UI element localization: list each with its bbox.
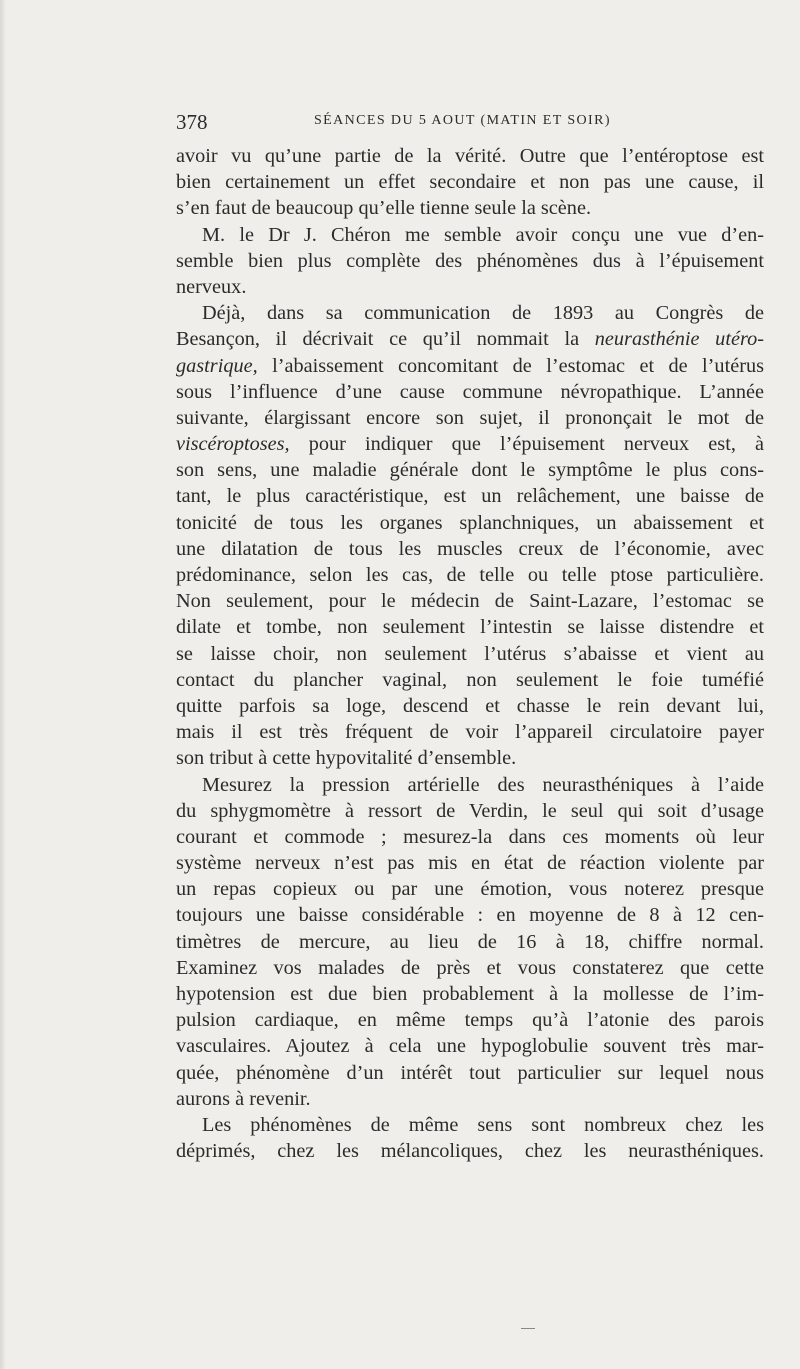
text-line: semble bien plus complète des phénomènes dus à l’épuisement: [176, 249, 764, 272]
italic-term: gastrique,: [176, 354, 258, 377]
text-line: système nerveux n’est pas mis en état de réaction violente par: [176, 852, 764, 875]
text-line: hypotension est due bien probablement à la mollesse de l’im-: [176, 983, 764, 1005]
body-text: [176, 143, 764, 1164]
text-line: quitte parfois sa loge, descend et chasse le rein devant lui,: [176, 694, 764, 717]
text-line: M. le Dr J. Chéron me semble avoir conçu une vue d’en-: [202, 223, 764, 246]
text-line: contact du plancher vaginal, non seulement le foie tuméfié: [176, 668, 764, 691]
text-line: tant, le plus caractéristique, est un relâchement, une baisse de: [176, 485, 764, 508]
text-line: Non seulement, pour le médecin de Saint-Lazare, l’estomac se: [176, 590, 764, 613]
running-head: SÉANCES DU 5 AOUT (MATIN ET SOIR): [314, 113, 611, 128]
bottom-dash: [521, 1328, 535, 1329]
text-line: [176, 326, 764, 352]
text-line: nerveux.: [176, 275, 247, 298]
text-line: un repas copieux ou par une émotion, vous noterez presque: [176, 878, 764, 901]
text-line: courant et commode ; mesurez-la dans ces moments où leur: [176, 825, 764, 848]
text-line: sous l’influence d’une cause commune névropathique. L’année: [176, 380, 764, 403]
text-line: se laisse choir, non seulement l’utérus s’abaisse et vient au: [176, 642, 764, 665]
text-line: vasculaires. Ajoutez à cela une hypoglobulie souvent très mar-: [176, 1035, 764, 1058]
text-line: Les phénomènes de même sens sont nombreux chez les: [202, 1113, 764, 1136]
text-line: [176, 353, 764, 379]
text-span: pour indiquer que l’épuisement nerveux est, à: [308, 433, 764, 456]
text-line: mais il est très fréquent de voir l’appareil circulatoire payer: [176, 721, 764, 744]
text-line: aurons à revenir.: [176, 1087, 311, 1110]
text-line: Examinez vos malades de près et vous constaterez que cette: [176, 956, 764, 979]
page-header: [176, 110, 764, 140]
italic-term: viscéroptoses,: [176, 433, 290, 456]
text-line: une dilatation de tous les muscles creux de l’économie, avec: [176, 537, 764, 560]
text-line: son tribut à cette hypovitalité d’ensemble.: [176, 747, 517, 770]
page-number: 378: [176, 110, 208, 134]
text-span: Besançon, il décrivait ce qu’il nommait la: [176, 328, 580, 351]
text-line: timètres de mercure, au lieu de 16 à 18, chiffre normal.: [176, 930, 764, 953]
text-line: Mesurez la pression artérielle des neurasthéniques à l’aide: [202, 773, 764, 796]
text-line: tonicité de tous les organes splanchniques, un abaissement et: [176, 511, 764, 534]
text-line: toujours une baisse considérable : en moyenne de 8 à 12 cen-: [176, 904, 764, 927]
text-line: suivante, élargissant encore son sujet, il prononçait le mot de: [176, 406, 764, 429]
italic-term: neurasthénie utéro-: [594, 328, 764, 351]
text-line: prédominance, selon les cas, de telle ou telle ptose particulière.: [176, 564, 764, 586]
text-span: l’abaissement concomitant de l’estomac et de l’utérus: [272, 354, 764, 377]
text-line: bien certainement un effet secondaire et non pas une cause, il: [176, 171, 764, 194]
text-line: son sens, une maladie générale dont le symptôme le plus cons-: [176, 459, 764, 482]
text-line: du sphygmomètre à ressort de Verdin, le seul qui soit d’usage: [176, 799, 764, 822]
text-line: avoir vu qu’une partie de la vérité. Outre que l’entéroptose est: [176, 145, 764, 167]
text-line: [176, 431, 764, 457]
text-line: déprimés, chez les mélancoliques, chez les neurasthéniques.: [176, 1140, 764, 1163]
text-line: quée, phénomène d’un intérêt tout particulier sur lequel nous: [176, 1061, 764, 1084]
page-edge-shadow: [0, 0, 6, 1369]
text-line: pulsion cardiaque, en même temps qu’à l’atonie des parois: [176, 1009, 764, 1032]
text-line: Déjà, dans sa communication de 1893 au Congrès de: [202, 302, 764, 325]
text-line: dilate et tombe, non seulement l’intestin se laisse distendre et: [176, 616, 764, 639]
text-line: s’en faut de beaucoup qu’elle tienne seule la scène.: [176, 197, 592, 220]
